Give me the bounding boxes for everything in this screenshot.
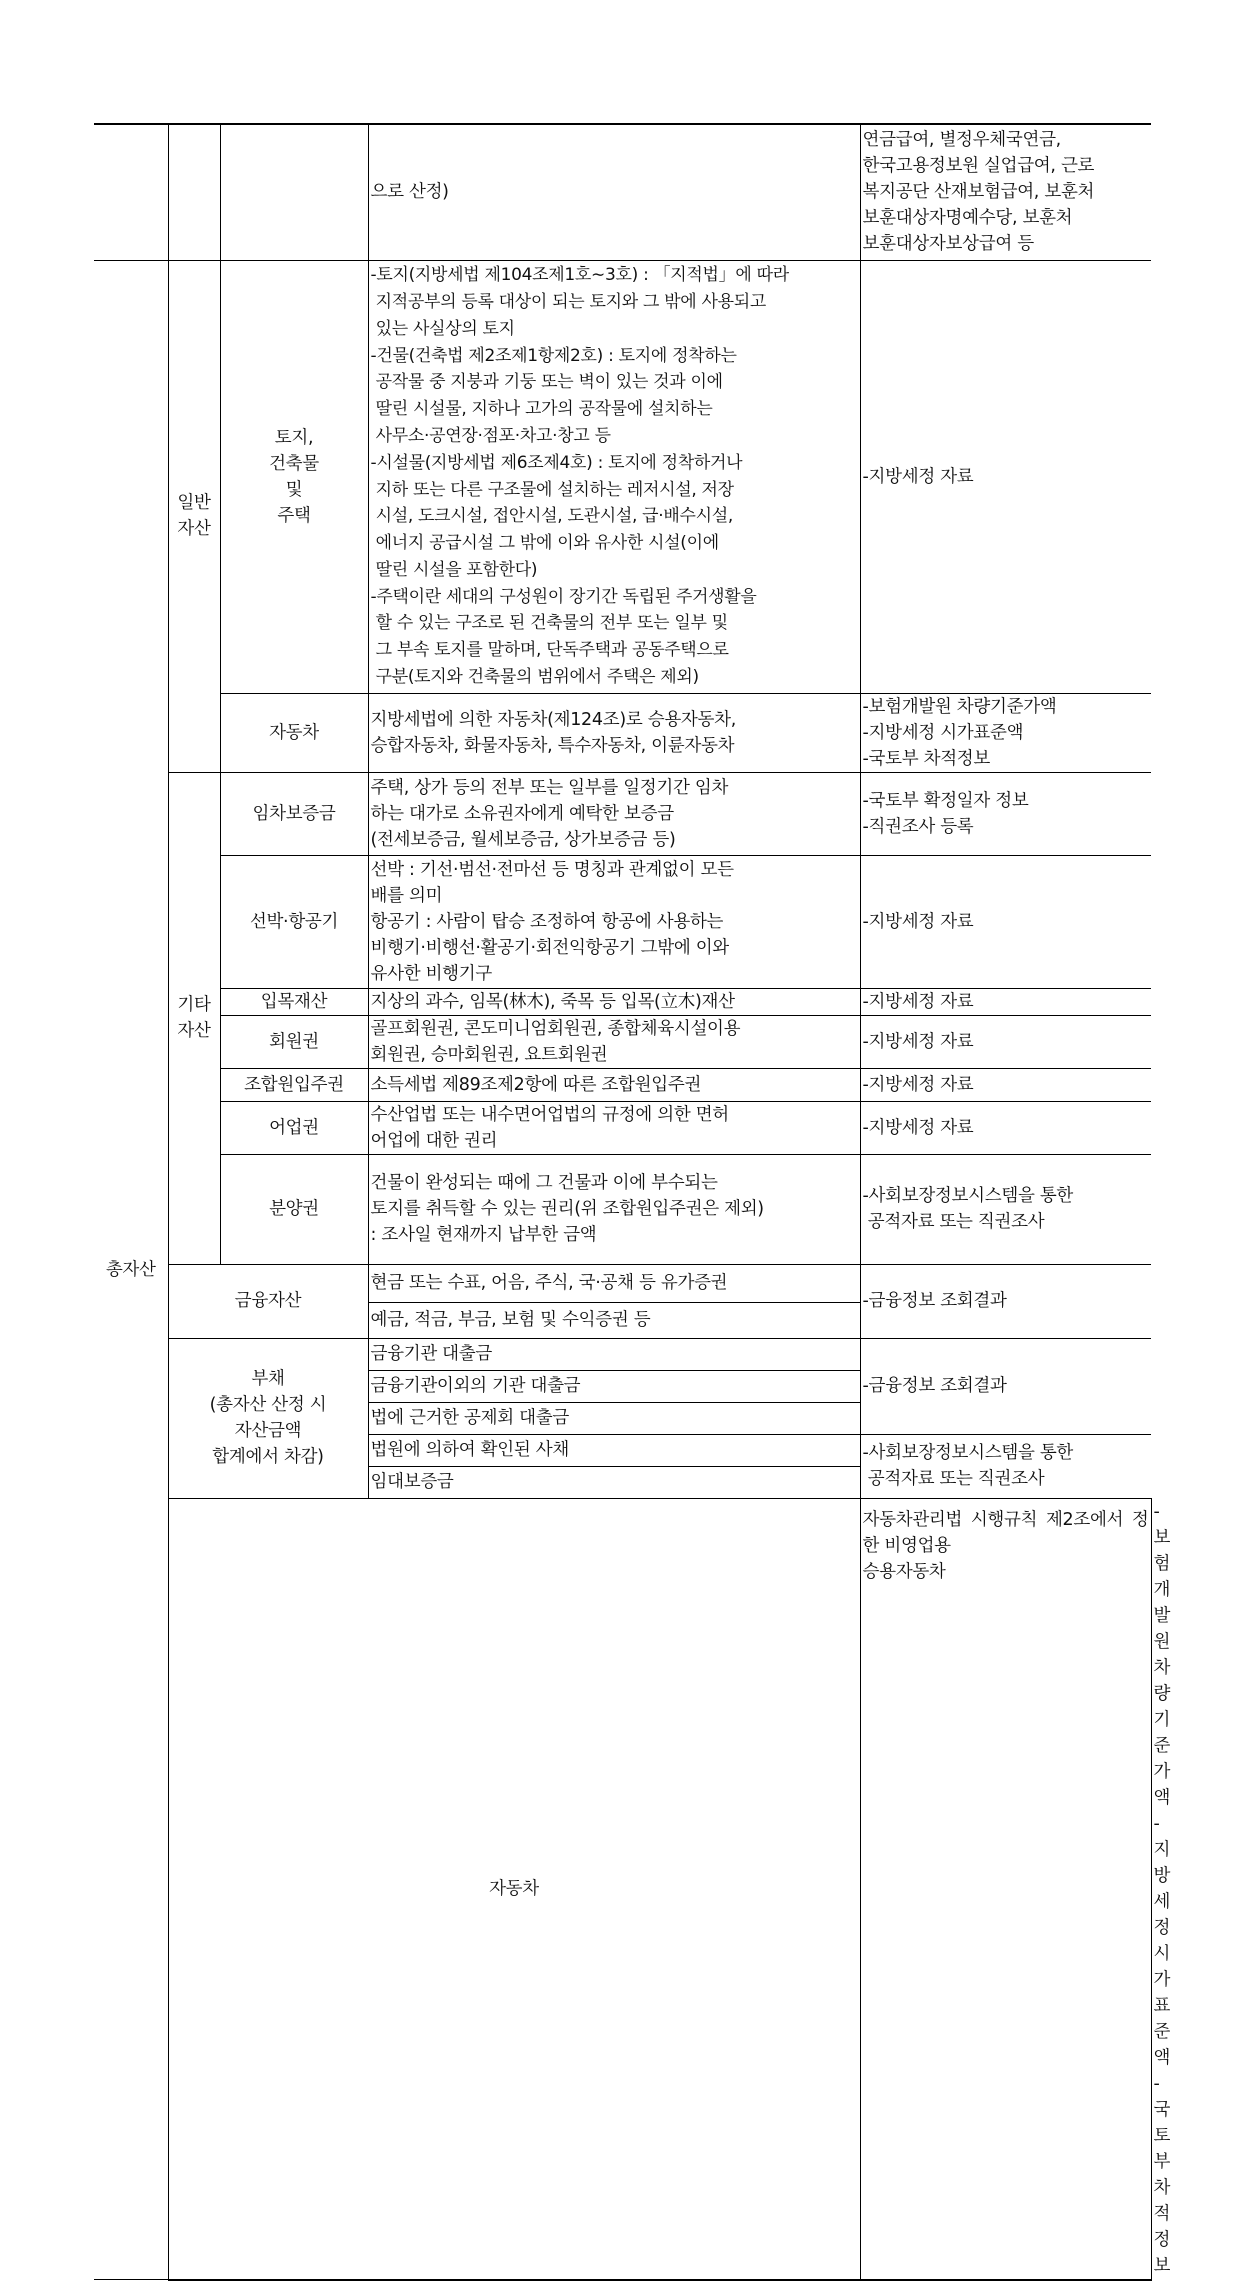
land-item: 토지, 건축물 및 주택	[220, 260, 368, 693]
membership-source: -지방세정 자료	[860, 1015, 1151, 1068]
finance-content-deposits: 예금, 적금, 부금, 보험 및 수익증권 등	[368, 1302, 860, 1338]
membership-content: 골프회원권, 콘도미니엄회원권, 종합체육시설이용 회원권, 승마회원권, 요트회원권	[368, 1015, 860, 1068]
fishery-source: -지방세정 자료	[860, 1101, 1151, 1154]
finance-content-securities: 현금 또는 수표, 어음, 주식, 국·공채 등 유가증권	[368, 1264, 860, 1302]
car-row	[94, 693, 1151, 772]
land-row	[94, 260, 1151, 693]
land-source: -지방세정 자료	[860, 260, 1151, 693]
general-assets-label: 일반 자산	[168, 260, 220, 772]
ship-row	[94, 855, 1151, 988]
debt-content-rental-deposit: 임대보증금	[368, 1466, 860, 1498]
lease-row	[94, 772, 1151, 855]
finance-source: -금융정보 조회결과	[860, 1264, 1151, 1338]
continuation-row	[94, 124, 1151, 260]
union-row	[94, 1068, 1151, 1101]
fishery-item: 어업권	[220, 1101, 368, 1154]
ship-content: 선박 : 기선·범선·전마선 등 명칭과 관계없이 모든 배를 의미 항공기 : 사람이 탑승 조정하여 항공에 사용하는 비행기·비행선·활공기·회전익항공기 그밖에 이와 유사한 비행기구	[368, 855, 860, 988]
debt-content-other-loan: 금융기관이외의 기관 대출금	[368, 1370, 860, 1402]
car-content: 지방세법에 의한 자동차(제124조)로 승용자동차, 승합자동차, 화물자동차, 특수자동차, 이륜자동차	[368, 693, 860, 772]
finance-row-1	[94, 1264, 1151, 1302]
private-car-content: 자동차관리법 시행규칙 제2조에서 정한 비영업용 승용자동차	[860, 1498, 1151, 2280]
debt-row-1	[94, 1338, 1151, 1370]
membership-row	[94, 1015, 1151, 1068]
union-item: 조합원입주권	[220, 1068, 368, 1101]
continuation-content: 으로 산정)	[368, 124, 860, 260]
asset-criteria-table	[94, 123, 1176, 2281]
total-assets-label: 총자산	[94, 260, 168, 2280]
union-content: 소득세법 제89조제2항에 따른 조합원입주권	[368, 1068, 860, 1101]
tree-content: 지상의 과수, 임목(林木), 죽목 등 입목(立木)재산	[368, 988, 860, 1015]
fishery-content: 수산업법 또는 내수면어업법의 규정에 의한 면허 어업에 대한 권리	[368, 1101, 860, 1154]
debt-source-social: -사회보장정보시스템을 통한 공적자료 또는 직권조사	[860, 1434, 1151, 1498]
other-assets-label: 기타 자산	[168, 772, 220, 1264]
debt-content-bank-loan: 금융기관 대출금	[368, 1338, 860, 1370]
tree-source: -지방세정 자료	[860, 988, 1151, 1015]
union-source: -지방세정 자료	[860, 1068, 1151, 1101]
car-source: -보험개발원 차량기준가액 -지방세정 시가표준액 -국토부 차적정보	[860, 693, 1151, 772]
ship-item: 선박·항공기	[220, 855, 368, 988]
tree-item: 입목재산	[220, 988, 368, 1015]
fishery-row	[94, 1101, 1151, 1154]
debt-item: 부채 (총자산 산정 시 자산금액 합계에서 차감)	[168, 1338, 368, 1498]
land-content: -토지(지방세법 제104조제1호∼3호) : 「지적법」에 따라 지적공부의 등록 대상이 되는 토지와 그 밖에 사용되고 있는 사실상의 토지 -건물(건축법 제2조제1항제2호) : 토지에 정착하는 공작물 중 지붕과 기둥 또는 벽이 있는 것과 이에 딸린 시설물, 지하나 고가의 공작물에 설치하는 사무소·공연장·점포·차고·창고 등 -시설물(지방세법 제6조제4호) : 토지에 정착하거나 지하 또는 다른 구조물에 설치하는 레저시설, 저장 시설, 도크시설, 접안시설, 도관시설, 급·배수시설, 에너지 공급시설 그 밖에 이와 유사한 시설(이에 딸린 시설을 포함한다) -주택이란 세대의 구성원이 장기간 독립된 주거생활을 할 수 있는 구조로 된 건축물의 전부 또는 일부 및 그 부속 토지를 말하며, 단독주택과 공동주택으로 구분(토지와 건축물의 범위에서 주택은 제외)	[368, 260, 860, 693]
debt-source-finance: -금융정보 조회결과	[860, 1338, 1151, 1434]
presale-row	[94, 1154, 1151, 1264]
private-car-row: 자동차 자동차관리법 시행규칙 제2조에서 정한 비영업용 승용자동차 -보험개발원 차량기준가액 -지방세정 시가표준액 -국토부 차적정보	[94, 1498, 1151, 2280]
presale-source: -사회보장정보시스템을 통한 공적자료 또는 직권조사	[860, 1154, 1151, 1264]
presale-content: 건물이 완성되는 때에 그 건물과 이에 부수되는 토지를 취득할 수 있는 권리(위 조합원입주권은 제외) : 조사일 현재까지 납부한 금액	[368, 1154, 860, 1264]
presale-item: 분양권	[220, 1154, 368, 1264]
continuation-source: 연금급여, 별정우체국연금, 한국고용정보원 실업급여, 근로 복지공단 산재보험급여, 보훈처 보훈대상자명예수당, 보훈처 보훈대상자보상급여 등	[860, 124, 1151, 260]
membership-item: 회원권	[220, 1015, 368, 1068]
private-car-item: 자동차	[168, 1498, 860, 2280]
debt-content-mutual-aid-loan: 법에 근거한 공제회 대출금	[368, 1402, 860, 1434]
ship-source: -지방세정 자료	[860, 855, 1151, 988]
tree-row	[94, 988, 1151, 1015]
lease-source: -국토부 확정일자 정보 -직권조사 등록	[860, 772, 1151, 855]
lease-item: 임차보증금	[220, 772, 368, 855]
lease-content: 주택, 상가 등의 전부 또는 일부를 일정기간 임차 하는 대가로 소유권자에게 예탁한 보증금 (전세보증금, 월세보증금, 상가보증금 등)	[368, 772, 860, 855]
car-item: 자동차	[220, 693, 368, 772]
finance-item: 금융자산	[168, 1264, 368, 1338]
debt-content-private-debt: 법원에 의하여 확인된 사채	[368, 1434, 860, 1466]
